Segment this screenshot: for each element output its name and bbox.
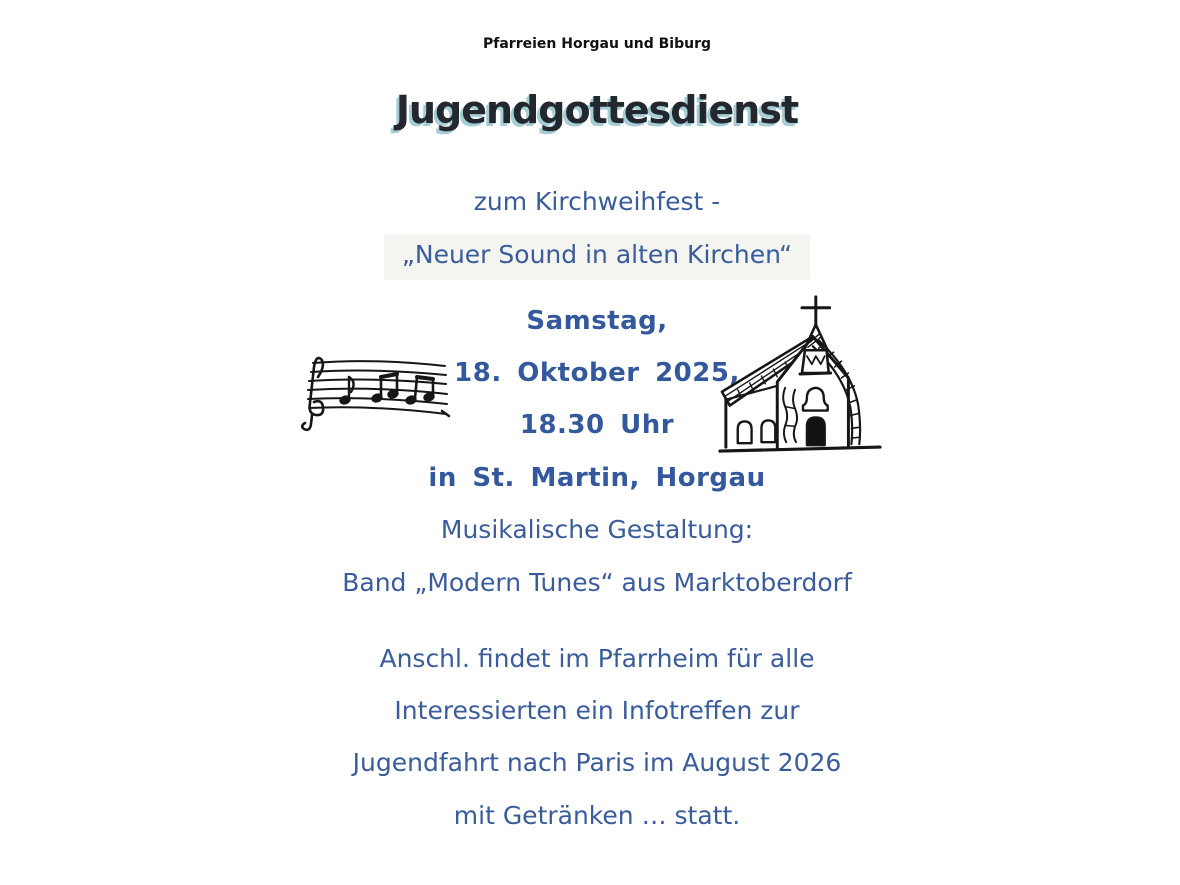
event-location: in St. Martin, Horgau [428, 463, 766, 493]
event-day: Samstag, [526, 306, 668, 336]
event-time: 18.30 Uhr [519, 410, 675, 440]
info-line-3: Jugendfahrt nach Paris im August 2026 [352, 748, 842, 777]
music-band: Band „Modern Tunes“ aus Marktoberdorf [342, 568, 852, 597]
music-label: Musikalische Gestaltung: [440, 515, 754, 544]
intro-line-2-highlight: „Neuer Sound in alten Kirchen“ [384, 234, 810, 280]
page-title: Jugendgottesdienst [395, 88, 799, 132]
music-staff-icon [293, 353, 453, 437]
parish-header: Pfarreien Horgau und Biburg [483, 36, 711, 52]
church-icon [716, 286, 884, 458]
intro-line-1: zum Kirchweihfest - [473, 187, 721, 216]
event-date: 18. Oktober 2025, [454, 358, 740, 388]
info-line-2: Interessierten ein Infotreffen zur [394, 696, 800, 725]
info-line-1: Anschl. findet im Pfarrheim für alle [379, 644, 815, 673]
intro-line-2 [14, 234, 1180, 280]
info-line-4: mit Getränken … statt. [453, 801, 741, 830]
